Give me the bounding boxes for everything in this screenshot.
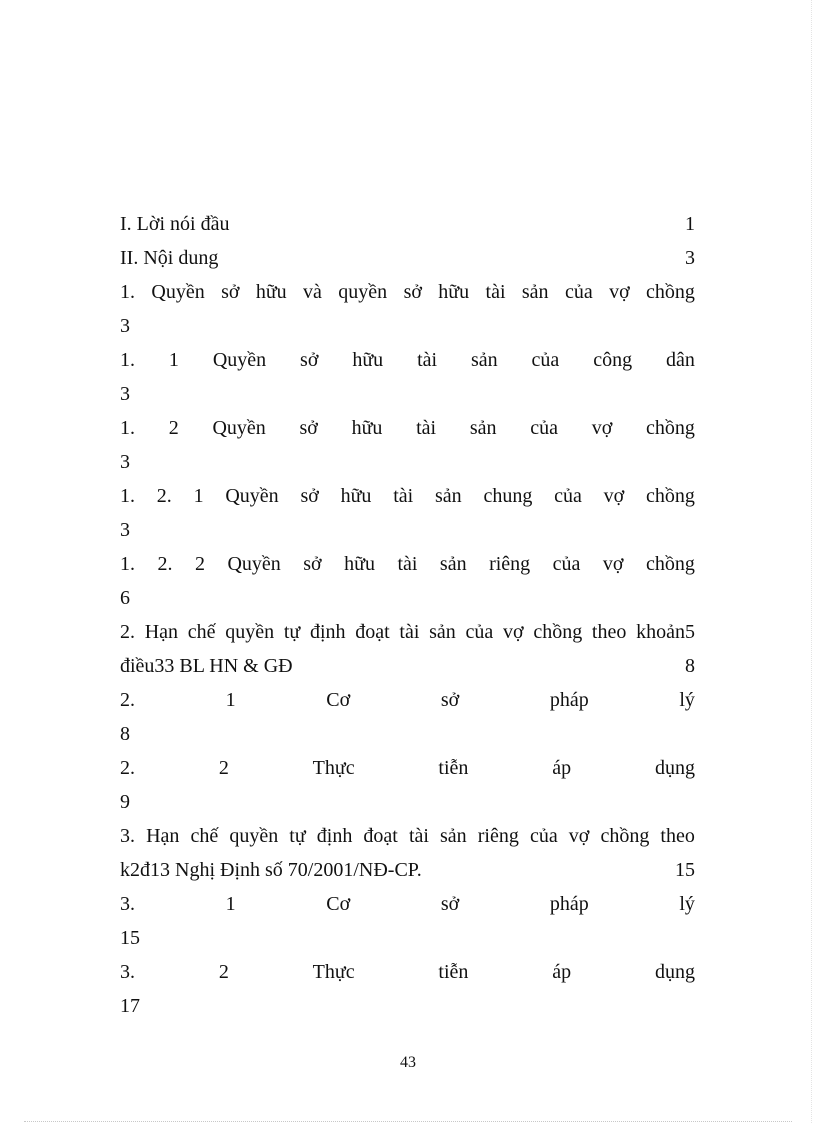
- toc-word: dụng: [654, 757, 695, 779]
- toc-word: Quyền: [225, 485, 279, 507]
- toc-word: của: [564, 281, 593, 303]
- toc-word: 2.: [120, 621, 135, 643]
- toc-word: quyền: [225, 621, 275, 643]
- toc-word: hữu: [351, 417, 383, 439]
- toc-word: theo: [591, 621, 627, 643]
- toc-page-number: [120, 445, 695, 479]
- toc-word: theo: [660, 825, 695, 847]
- toc-word: hữu: [352, 349, 384, 371]
- toc-word: sở: [403, 281, 422, 303]
- toc-word: pháp: [549, 689, 589, 711]
- toc-word: lý: [679, 689, 695, 711]
- toc-word: Thực: [312, 757, 355, 779]
- toc-word: dân: [666, 349, 695, 371]
- toc-entry: [120, 207, 695, 241]
- toc-page-number-text: 3: [120, 315, 130, 337]
- toc-word: dụng: [654, 961, 695, 983]
- toc-word: sở: [300, 349, 319, 371]
- toc-entry: [120, 649, 695, 683]
- toc-word: hữu: [438, 281, 470, 303]
- toc-word: 2.: [120, 689, 135, 711]
- toc-word: của: [530, 417, 558, 439]
- toc-word: 2.: [156, 485, 172, 507]
- toc-word: 2.: [157, 553, 173, 575]
- toc-page-number: [120, 581, 695, 615]
- toc-word: tự: [289, 825, 306, 847]
- toc-word: sản: [470, 349, 498, 371]
- toc-word: hữu: [340, 485, 372, 507]
- toc-word: sản: [429, 621, 456, 643]
- toc-word: 2: [168, 417, 179, 439]
- toc-word: vợ: [609, 281, 630, 303]
- toc-word: 1.: [120, 417, 135, 439]
- toc-word: chồng: [646, 417, 695, 439]
- toc-word: chế: [187, 621, 216, 643]
- toc-word: tài: [417, 349, 438, 371]
- toc-word: 1: [225, 689, 236, 711]
- toc-word: sở: [299, 417, 318, 439]
- toc-word: tài: [397, 553, 418, 575]
- toc-entry: [120, 955, 695, 989]
- toc-word: tài: [416, 417, 437, 439]
- toc-word: sở: [221, 281, 240, 303]
- toc-word: lý: [679, 893, 695, 915]
- toc-word: vợ: [602, 553, 624, 575]
- toc-entry: [120, 819, 695, 853]
- toc-word: của: [531, 349, 560, 371]
- toc-word: chồng: [533, 621, 583, 643]
- toc-word: đoạt: [363, 825, 398, 847]
- toc-word: tài: [393, 485, 414, 507]
- toc-word: 8: [685, 655, 695, 677]
- toc-word: khoản5: [636, 621, 695, 643]
- toc-word: riêng: [477, 825, 519, 847]
- toc-word: II. Nội dung: [120, 247, 219, 269]
- toc-word: Quyền: [151, 281, 205, 303]
- toc-page-number: [120, 377, 695, 411]
- toc-word: 15: [675, 859, 695, 881]
- toc-word: 1: [168, 349, 179, 371]
- toc-word: tài: [408, 825, 429, 847]
- toc-entry: [120, 241, 695, 275]
- toc-word: 3.: [120, 893, 135, 915]
- toc-word: và: [303, 281, 322, 303]
- toc-word: quyền: [338, 281, 388, 303]
- toc-word: pháp: [549, 893, 589, 915]
- toc-page-number-text: 6: [120, 587, 130, 609]
- toc-word: chồng: [600, 825, 650, 847]
- toc-word: 3: [685, 247, 695, 269]
- toc-word: quyền: [229, 825, 279, 847]
- toc-word: 1: [225, 893, 236, 915]
- toc-word: sản: [440, 825, 467, 847]
- toc-word: áp: [552, 961, 572, 983]
- toc-word: 1: [685, 213, 695, 235]
- toc-word: 1: [193, 485, 204, 507]
- toc-word: 3.: [120, 961, 135, 983]
- toc-entry: [120, 479, 695, 513]
- toc-entry: [120, 275, 695, 309]
- toc-word: của: [552, 553, 581, 575]
- toc-word: sản: [435, 485, 462, 507]
- toc-word: chồng: [645, 553, 695, 575]
- toc-word: tài: [485, 281, 506, 303]
- toc-word: sở: [440, 689, 460, 711]
- toc-word: 1.: [120, 485, 135, 507]
- toc-word: 2: [194, 553, 205, 575]
- toc-word: 1.: [120, 349, 135, 371]
- table-of-contents: [120, 207, 695, 1023]
- page-right-border: [811, 0, 812, 1123]
- toc-word: sản: [439, 553, 467, 575]
- toc-page-number-text: 8: [120, 723, 130, 745]
- toc-page-number-text: 9: [120, 791, 130, 813]
- toc-word: vợ: [603, 485, 625, 507]
- toc-word: sở: [303, 553, 322, 575]
- toc-page-number-text: 17: [120, 995, 140, 1017]
- toc-word: 1.: [120, 281, 135, 303]
- toc-page-number-text: 3: [120, 519, 130, 541]
- toc-page-number: [120, 717, 695, 751]
- toc-page-number: [120, 921, 695, 955]
- toc-word: Cơ: [326, 689, 351, 711]
- toc-word: sở: [440, 893, 460, 915]
- toc-word: sản: [521, 281, 549, 303]
- toc-entry: [120, 853, 695, 887]
- toc-word: chế: [190, 825, 219, 847]
- toc-word: chung: [483, 485, 533, 507]
- toc-word: 2.: [120, 757, 135, 779]
- toc-page-number: [120, 513, 695, 547]
- toc-word: công: [593, 349, 633, 371]
- toc-word: Quyền: [227, 553, 281, 575]
- toc-word: 1.: [120, 553, 135, 575]
- toc-word: k2đ13 Nghị Định số 70/2001/NĐ-CP.: [120, 859, 422, 881]
- toc-word: hữu: [344, 553, 375, 575]
- toc-word: Hạn: [144, 621, 179, 643]
- toc-word: sở: [300, 485, 319, 507]
- toc-word: vợ: [503, 621, 524, 643]
- toc-word: chồng: [646, 485, 695, 507]
- toc-word: chồng: [646, 281, 695, 303]
- toc-word: Hạn: [146, 825, 180, 847]
- toc-word: Cơ: [326, 893, 351, 915]
- toc-word: định: [316, 825, 353, 847]
- toc-word: tự: [283, 621, 301, 643]
- toc-entry: [120, 751, 695, 785]
- toc-word: tiễn: [438, 961, 469, 983]
- toc-word: điều33 BL HN & GĐ: [120, 655, 293, 677]
- toc-word: Quyền: [212, 417, 266, 439]
- toc-word: đoạt: [355, 621, 390, 643]
- toc-word: vợ: [591, 417, 613, 439]
- toc-word: hữu: [255, 281, 287, 303]
- toc-word: tài: [399, 621, 420, 643]
- toc-word: tiễn: [438, 757, 469, 779]
- toc-entry: [120, 683, 695, 717]
- toc-word: 2: [218, 961, 229, 983]
- toc-word: 3.: [120, 825, 135, 847]
- toc-entry: [120, 411, 695, 445]
- toc-word: của: [529, 825, 558, 847]
- toc-page-number-text: 3: [120, 451, 130, 473]
- toc-word: của: [465, 621, 494, 643]
- toc-word: sản: [469, 417, 497, 439]
- toc-word: Quyền: [212, 349, 267, 371]
- toc-word: của: [554, 485, 582, 507]
- toc-word: Thực: [312, 961, 355, 983]
- toc-page-number: [120, 309, 695, 343]
- toc-page-number: [120, 785, 695, 819]
- toc-entry: [120, 547, 695, 581]
- toc-word: áp: [552, 757, 572, 779]
- toc-page-number-text: 3: [120, 383, 130, 405]
- toc-page-number-text: 15: [120, 927, 140, 949]
- toc-word: riêng: [489, 553, 531, 575]
- toc-word: I. Lời nói đầu: [120, 213, 230, 235]
- toc-word: định: [309, 621, 346, 643]
- toc-word: vợ: [568, 825, 590, 847]
- page-number: 43: [400, 1054, 416, 1071]
- toc-entry: [120, 343, 695, 377]
- toc-word: 2: [218, 757, 229, 779]
- page-bottom-border: [24, 1121, 792, 1122]
- toc-entry: [120, 615, 695, 649]
- toc-entry: [120, 887, 695, 921]
- toc-page-number: [120, 989, 695, 1023]
